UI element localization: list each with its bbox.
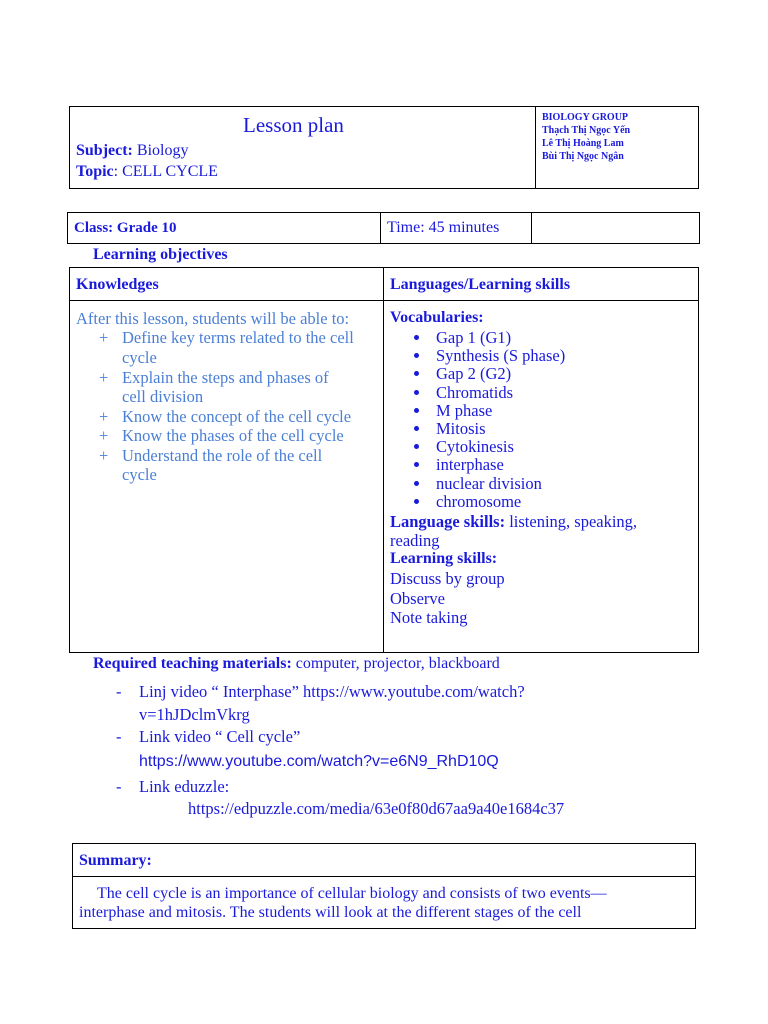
objective-1-line-2: cycle — [122, 348, 157, 367]
link-interphase-line-2[interactable]: v=1hJDclmVkrg — [139, 705, 250, 724]
header-divider — [535, 106, 536, 189]
group-name: BIOLOGY GROUP — [542, 112, 629, 123]
subject-value: Biology — [132, 142, 189, 159]
objectives-table-divider — [383, 267, 384, 653]
summary-header-line — [72, 876, 696, 877]
objective-1-line-1: Define key terms related to the cell — [122, 328, 354, 347]
topic-label: Topic — [76, 163, 114, 180]
page-title: Lesson plan — [243, 113, 344, 137]
col-knowledges-header: Knowledges — [76, 276, 159, 293]
link-dash: - — [116, 777, 122, 796]
vocab-item: interphase — [436, 455, 504, 475]
group-member-2: Lê Thị Hoàng Lam — [542, 138, 624, 149]
vocab-bullet — [414, 426, 419, 431]
summary-line-1: The cell cycle is an importance of cellular biology and consists of two events— — [97, 885, 607, 902]
objective-marker: + — [99, 407, 109, 426]
language-skills-value: listening, speaking, — [505, 512, 638, 531]
class-time-divider-2 — [531, 212, 532, 244]
vocab-bullet — [414, 390, 419, 395]
col-languages-header: Languages/Learning skills — [390, 276, 571, 293]
vocab-item: Gap 2 (G2) — [436, 364, 512, 384]
link-edpuzzle-url[interactable]: https://edpuzzle.com/media/63e0f80d67aa9a40e1684c37 — [188, 799, 565, 818]
language-skills-line — [390, 512, 637, 532]
subject-line — [76, 142, 188, 160]
objective-5-line-2: cycle — [122, 465, 157, 484]
objective-marker: + — [99, 368, 109, 387]
objectives-heading: Learning objectives — [93, 246, 228, 263]
objectives-intro: After this lesson, students will be able to: — [76, 309, 350, 328]
learning-skill-2: Observe — [390, 589, 445, 608]
vocab-item: Synthesis (S phase) — [436, 346, 566, 366]
objective-3: Know the concept of the cell cycle — [122, 407, 352, 426]
vocab-item: Gap 1 (G1) — [436, 328, 512, 347]
vocab-bullet — [414, 335, 419, 340]
language-skills-label: Language skills: — [390, 512, 506, 531]
vocab-bullet — [414, 481, 419, 486]
materials-value: computer, projector, blackboard — [291, 655, 500, 672]
link-cell-cycle-url[interactable]: https://www.youtube.com/watch?v=e6N9_RhD10Q — [139, 753, 499, 770]
time-label: Time: 45 minutes — [387, 219, 500, 236]
objective-marker: + — [99, 328, 109, 347]
objective-marker: + — [99, 426, 109, 445]
learning-skill-1: Discuss by group — [390, 569, 505, 588]
learning-skill-3: Note taking — [390, 608, 468, 627]
topic-value: : CELL CYCLE — [113, 163, 218, 180]
objective-marker: + — [99, 446, 109, 465]
link-interphase-line-1[interactable]: Linj video “ Interphase” https://www.youtube.com/watch? — [139, 682, 525, 701]
class-label: Class: Grade 10 — [74, 220, 177, 236]
vocab-item: M phase — [436, 400, 493, 420]
link-dash: - — [116, 727, 122, 746]
class-time-divider-1 — [380, 212, 381, 244]
link-cell-cycle-label: Link video “ Cell cycle” — [139, 727, 301, 746]
objective-2-line-1: Explain the steps and phases of — [122, 368, 329, 387]
topic-line — [76, 163, 218, 181]
vocab-label: Vocabularies: — [390, 309, 484, 326]
learning-skills-label: Learning skills: — [390, 550, 498, 567]
vocab-item: Chromatids — [436, 382, 513, 402]
vocab-bullet — [414, 499, 419, 504]
materials-label: Required teaching materials: — [93, 655, 292, 672]
link-edpuzzle-label: Link eduzzle: — [139, 777, 230, 796]
group-member-1: Thạch Thị Ngọc Yến — [542, 125, 631, 136]
vocab-item: Mitosis — [436, 419, 486, 438]
summary-label: Summary: — [79, 852, 152, 869]
subject-label: Subject: — [76, 142, 133, 159]
vocab-item: nuclear division — [436, 473, 542, 493]
vocab-bullet — [414, 408, 419, 413]
objectives-table-header-line — [69, 300, 699, 301]
materials-line — [93, 655, 500, 673]
vocab-item: chromosome — [436, 491, 522, 511]
vocab-item: Cytokinesis — [436, 437, 514, 457]
summary-line-2: interphase and mitosis. The students will look at the different stages of the cell — [79, 904, 582, 921]
objective-2-line-2: cell division — [122, 387, 204, 406]
objective-4: Know the phases of the cell cycle — [122, 426, 344, 445]
language-skills-value-2: reading — [390, 531, 440, 550]
objective-5-line-1: Understand the role of the cell — [122, 446, 323, 465]
link-dash: - — [116, 682, 122, 701]
group-member-3: Bùi Thị Ngọc Ngân — [542, 151, 624, 162]
